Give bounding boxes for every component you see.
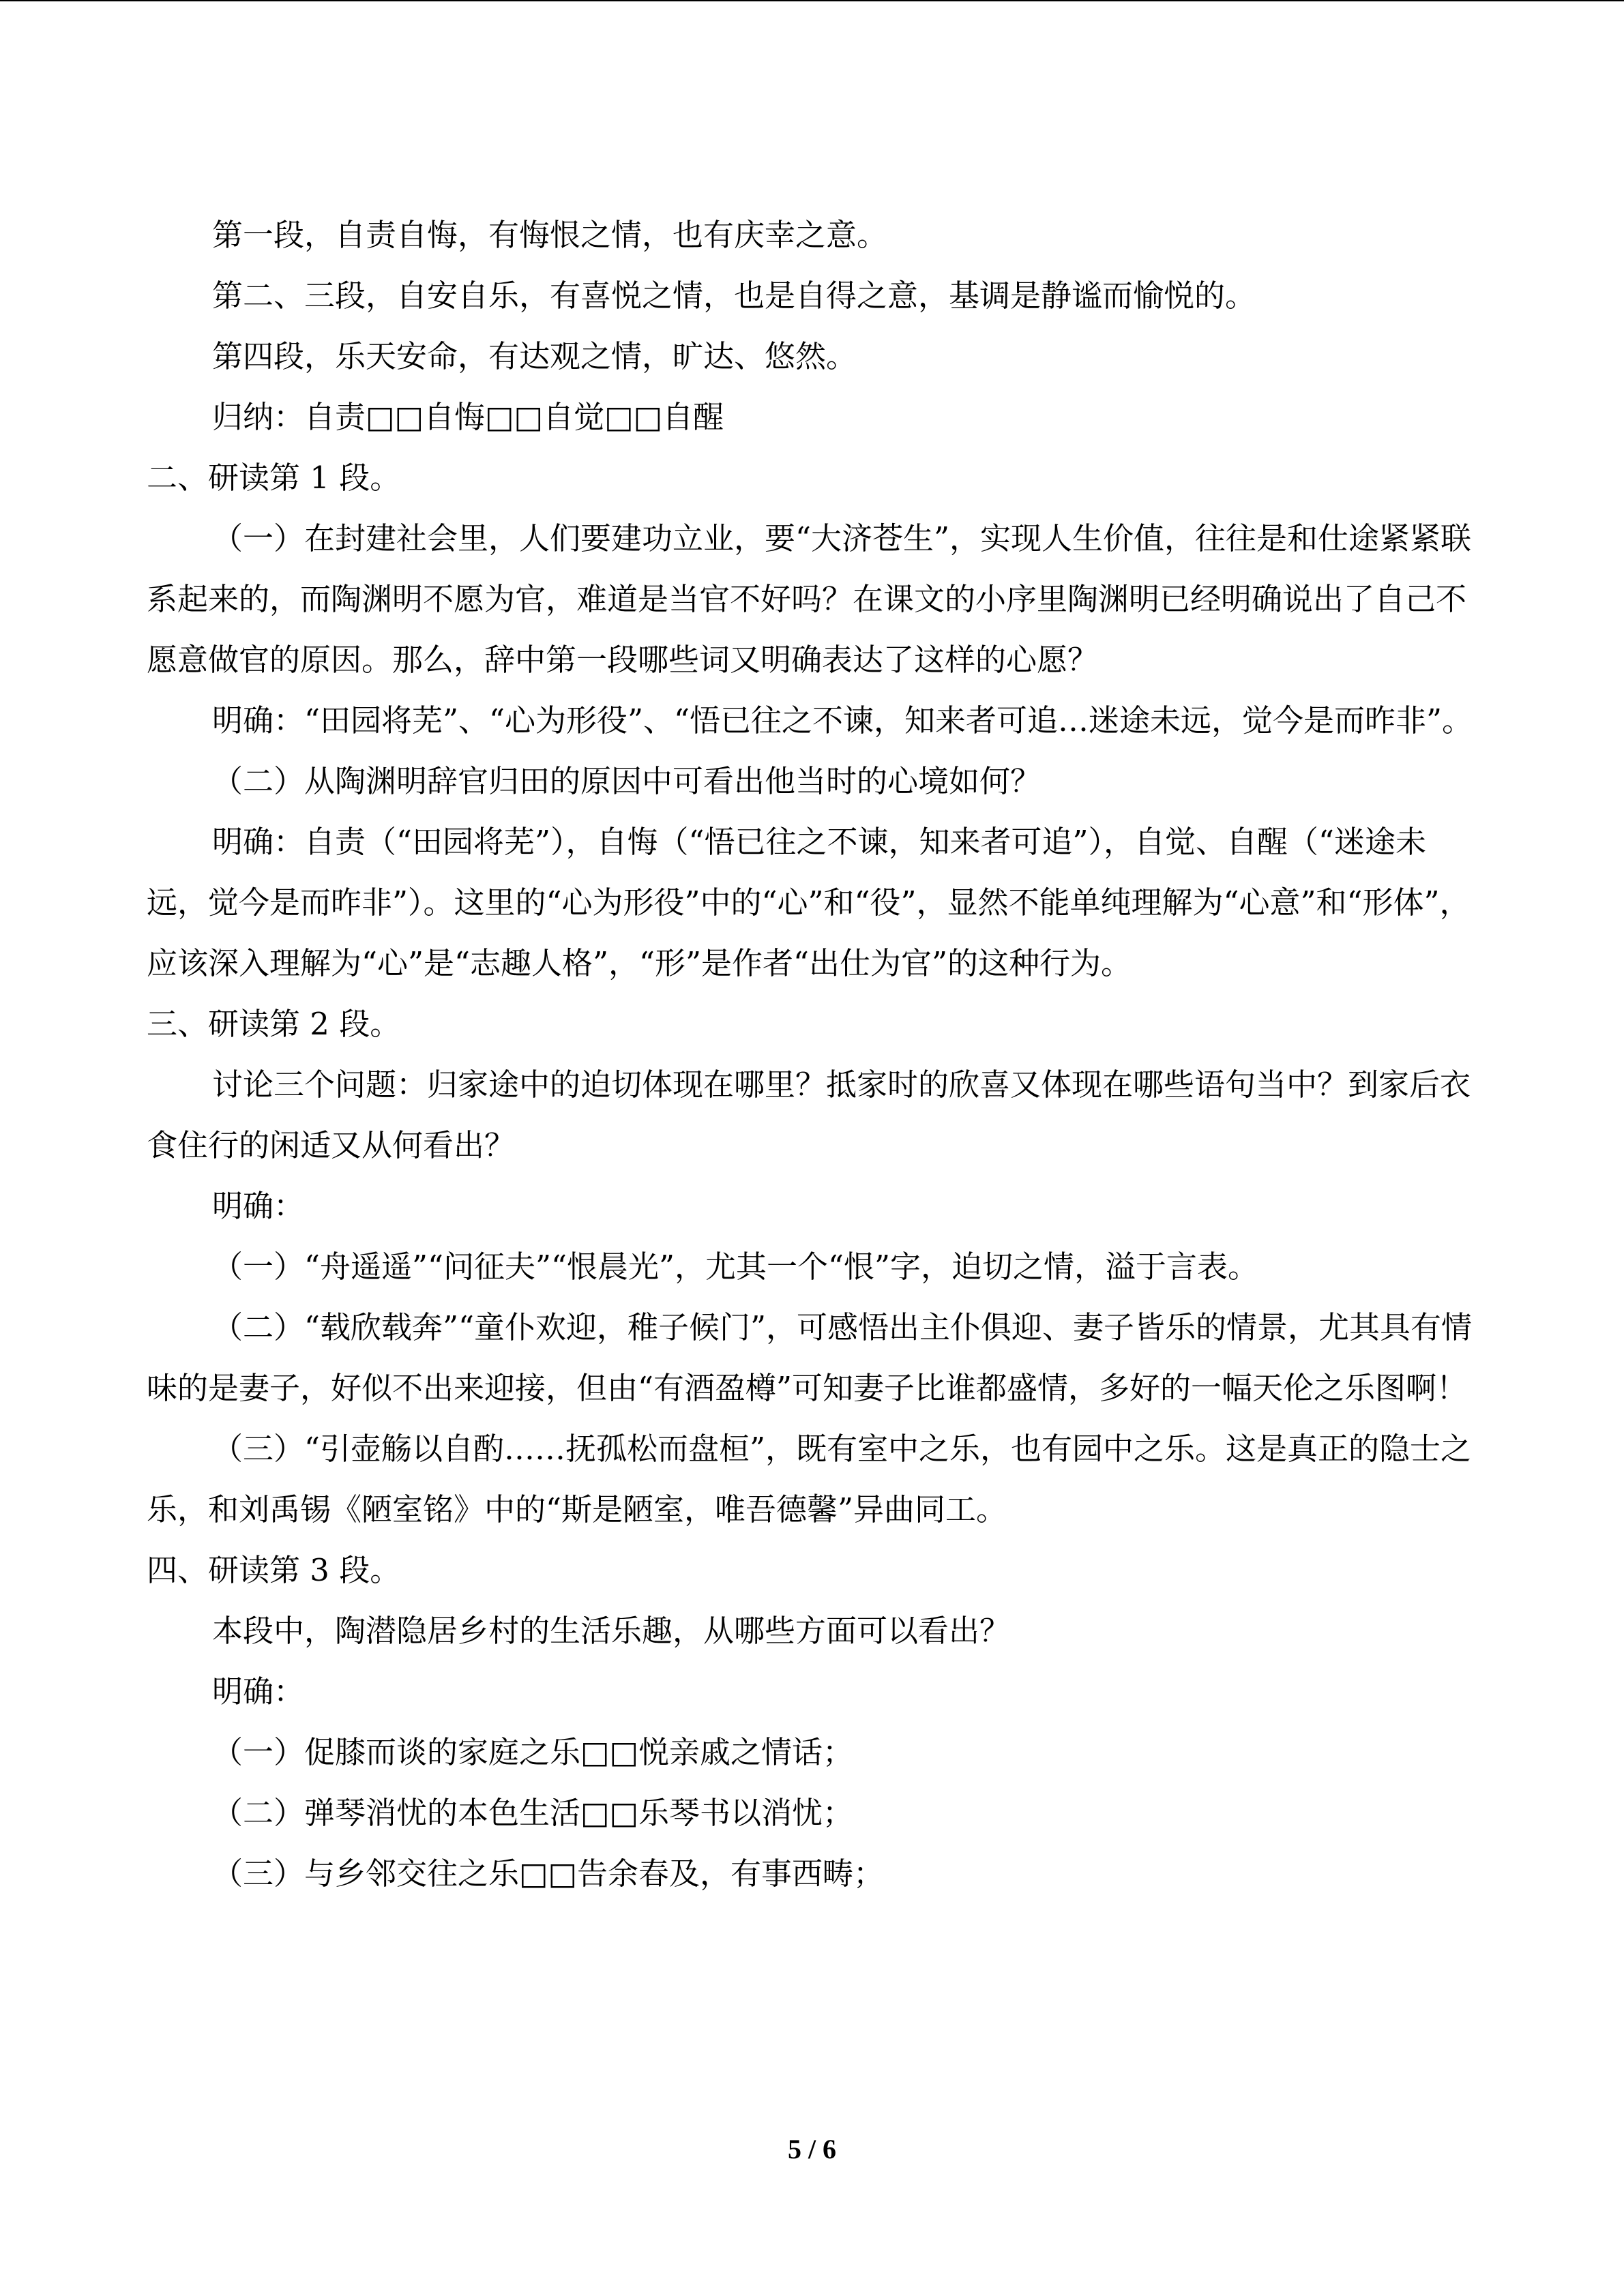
paragraph: （一）促膝而谈的家庭之乐□□悦亲戚之情话；	[212, 1734, 854, 1770]
paragraph: 明确：自责（“田园将芜”），自悔（“悟已往之不谏，知来者可追”），自觉、自醒（“迷途未远，觉今是而昨非”）。这里的“心为形役”中的“心”和“役”，显然不能单纯理解为“心意”和“形体”，应该深入理解为“心”是“志趣人格”，“形”是作者“出仕为官”的这种行为。	[147, 824, 1471, 981]
section-heading: 二、研读第 1 段。	[147, 460, 401, 496]
paragraph: （一）在封建社会里，人们要建功立业，要“大济苍生”，实现人生价值，往往是和仕途紧紧联系起来的，而陶渊明不愿为官，难道是当官不好吗？在课文的小序里陶渊明已经明确说出了自己不愿意做官的原因。那么，辞中第一段哪些词又明确表达了这样的心愿？	[147, 520, 1472, 678]
paragraph: （一）“舟遥遥”“问征夫”“恨晨光”，尤其一个“恨”字，迫切之情，溢于言表。	[212, 1249, 1259, 1285]
section-heading: 三、研读第 2 段。	[147, 1006, 401, 1042]
paragraph: 第二、三段，自安自乐，有喜悦之情，也是自得之意，基调是静谧而愉悦的。	[212, 278, 1256, 314]
paragraph: 明确：“田园将芜”、“心为形役”、“悟已往之不谏，知来者可追…迷途未远，觉今是而昨非”。	[212, 702, 1473, 739]
top-border-line	[0, 0, 1624, 1]
paragraph: （二）弹琴消忧的本色生活□□乐琴书以消忧；	[212, 1795, 854, 1831]
paragraph: （二）从陶渊明辞官归田的原因中可看出他当时的心境如何？	[212, 763, 1042, 799]
section-heading: 四、研读第 3 段。	[147, 1552, 401, 1588]
paragraph: 讨论三个问题：归家途中的迫切体现在哪里？抵家时的欣喜又体现在哪些语句当中？到家后衣食住行的闲适又从何看出？	[147, 1067, 1471, 1163]
page-number: 5 / 6	[787, 2134, 837, 2164]
paragraph: 归纳：自责□□自悔□□自觉□□自醒	[212, 399, 724, 435]
paragraph: 明确：	[212, 1188, 305, 1224]
paragraph: （三）与乡邻交往之乐□□告余春及，有事西畴；	[212, 1855, 885, 1892]
paragraph: 明确：	[212, 1673, 305, 1710]
paragraph: （三）“引壶觞以自酌……抚孤松而盘桓”，既有室中之乐，也有园中之乐。这是真正的隐士之乐，和刘禹锡《陋室铭》中的“斯是陋室，唯吾德馨”异曲同工。	[147, 1431, 1472, 1527]
paragraph: 第四段，乐天安命，有达观之情，旷达、悠然。	[212, 338, 857, 374]
page-body	[147, 205, 1483, 1904]
paragraph: 本段中，陶潜隐居乡村的生活乐趣，从哪些方面可以看出？	[212, 1613, 1011, 1649]
paragraph: 第一段，自责自悔，有悔恨之情，也有庆幸之意。	[212, 217, 888, 253]
paragraph: （二）“载欣载奔”“童仆欢迎，稚子候门”，可感悟出主仆俱迎、妻子皆乐的情景，尤其具有情味的是妻子，好似不出来迎接，但由“有酒盈樽”可知妻子比谁都盛情，多好的一幅天伦之乐图啊！	[147, 1309, 1473, 1406]
